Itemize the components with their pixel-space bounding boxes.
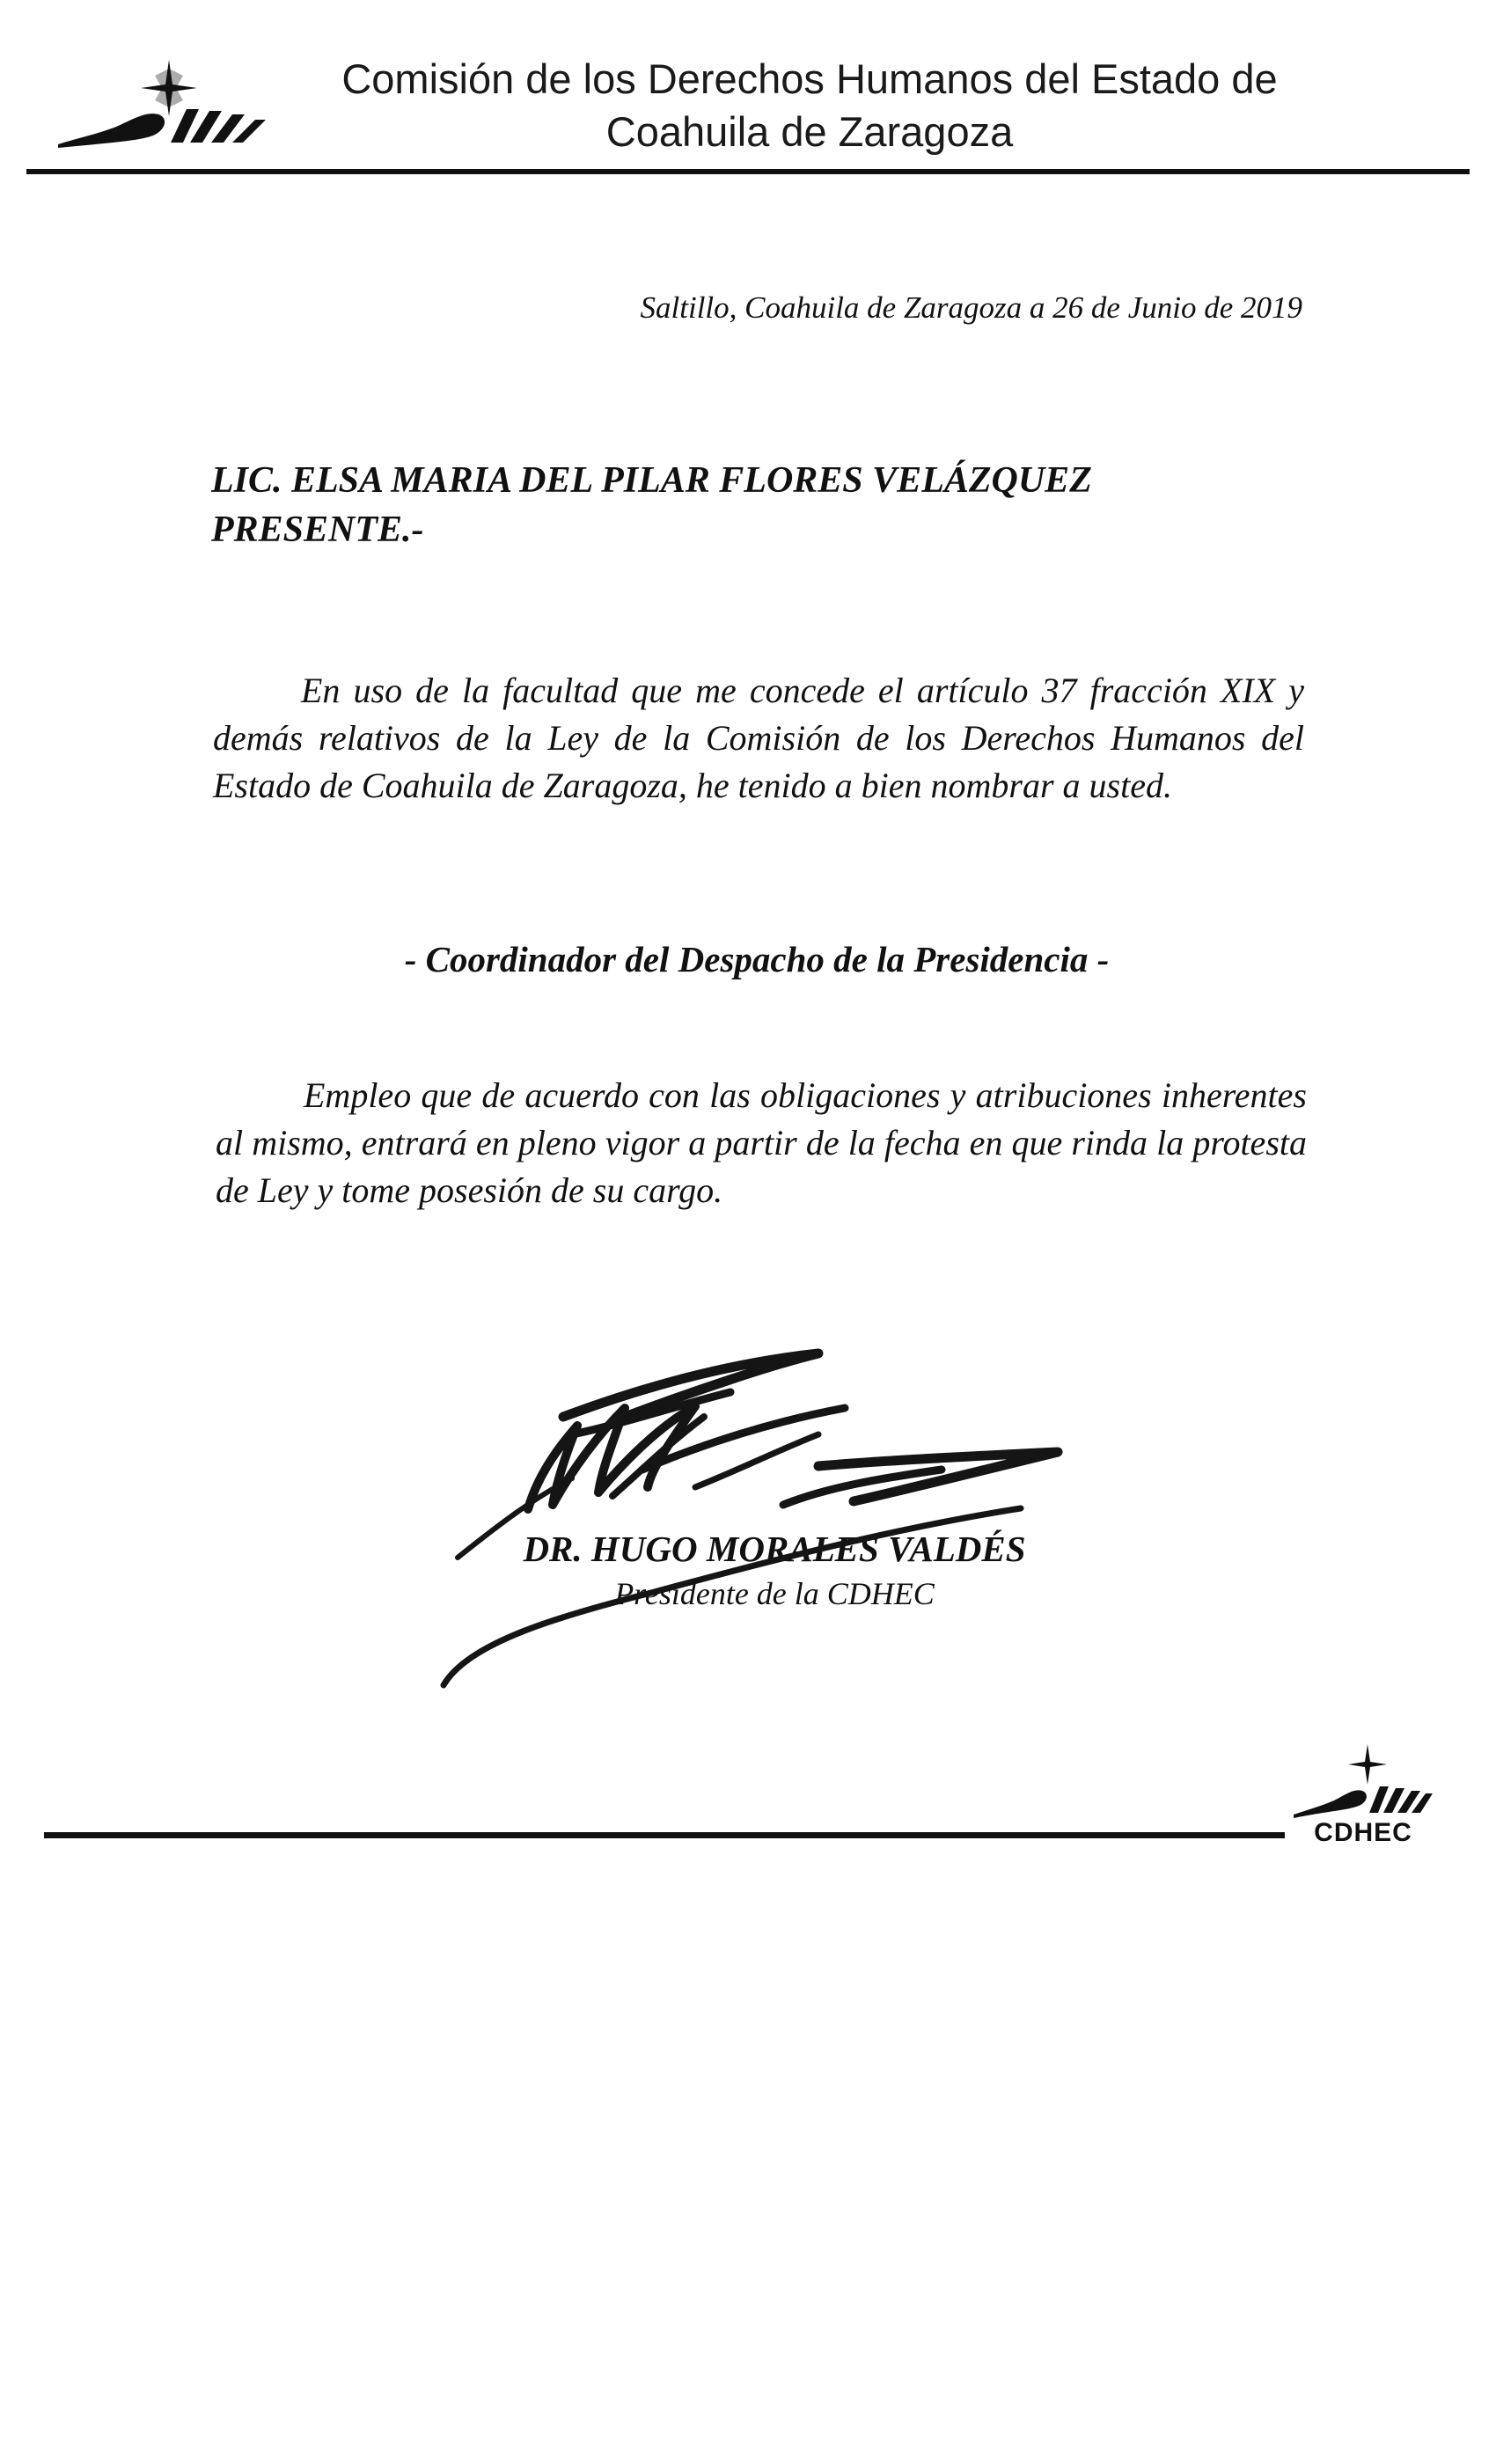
header-title-line-1: Comisión de los Derechos Humanos del Estado de xyxy=(341,55,1278,102)
body-paragraph-2: Empleo que de acuerdo con las obligaciones y atribuciones inherentes al mismo, entrará en pleno vigor a partir de la fecha en que rinda la protesta de Ley y tome posesión de su cargo. xyxy=(216,1075,1307,1210)
header-divider xyxy=(26,169,1470,174)
recipient-name: LIC. ELSA MARIA DEL PILAR FLORES VELÁZQUEZ xyxy=(211,460,1092,501)
body-paragraph-1: En uso de la facultad que me concede el artículo 37 fracción XIX y demás relativos de la Ley de la Comisión de los Derechos Humanos del Estado de Coahuila de Zaragoza, he tenido a bien nombrar a usted. xyxy=(213,671,1304,805)
recipient-block xyxy=(211,456,1267,554)
signer-role: Presidente de la CDHEC xyxy=(614,1576,935,1611)
signer-name: DR. HUGO MORALES VALDÉS xyxy=(523,1529,1026,1569)
cdhec-header-logo-icon xyxy=(55,56,271,151)
appointment-title: - Coordinador del Despacho de la Presidencia - xyxy=(404,939,1110,979)
header-title xyxy=(290,53,1329,158)
recipient-salutation: PRESENTE.- xyxy=(211,510,424,550)
footer-divider xyxy=(44,1832,1285,1838)
cdhec-footer-logo-icon xyxy=(1292,1742,1433,1820)
header-title-line-2: Coahuila de Zaragoza xyxy=(605,108,1014,155)
handwritten-signature xyxy=(405,1329,1074,1698)
footer-acronym: CDHEC xyxy=(1314,1818,1412,1847)
date-line: Saltillo, Coahuila de Zaragoza a 26 de Junio de 2019 xyxy=(640,290,1302,325)
